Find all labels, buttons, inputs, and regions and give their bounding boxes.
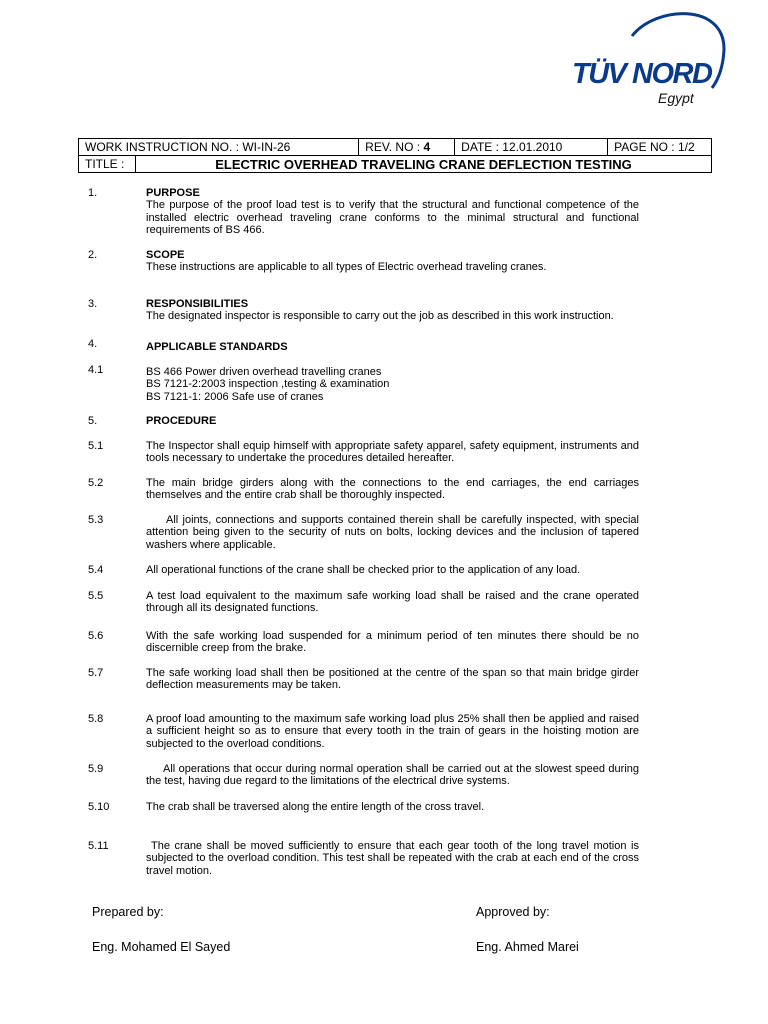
- section-text: All joints, connections and supports contained therein shall be carefully inspected, with special attention being given to the security of nuts on bolts, locking devices and the inclusion of tapered washers where applicable.: [146, 514, 639, 551]
- approved-by-label: Approved by:: [476, 905, 550, 919]
- section-heading: SCOPE: [146, 249, 185, 261]
- section-text: A proof load amounting to the maximum safe working load plus 25% shall then be applied and raised a sufficient height so as to ensure that every tooth in the train of gears in the hoisting motion are subjected to the overload conditions.: [146, 713, 639, 750]
- document-title: ELECTRIC OVERHEAD TRAVELING CRANE DEFLECTION TESTING: [136, 156, 712, 173]
- section-number: 5.1: [88, 440, 104, 452]
- date-label: DATE :: [461, 140, 499, 154]
- tuv-nord-logo: [560, 8, 730, 113]
- section-number: 5.7: [88, 667, 104, 679]
- section-text: These instructions are applicable to all types of Electric overhead traveling cranes.: [146, 261, 547, 274]
- section-number: 5.11: [88, 840, 109, 852]
- section-text: The Inspector shall equip himself with appropriate safety apparel, safety equipment, instruments and tools necessary to undertake the procedures detailed hereafter.: [146, 440, 639, 465]
- section-number: 2.: [88, 249, 98, 261]
- standard-item: BS 7121-2:2003 inspection ,testing & examination: [146, 378, 390, 391]
- page-label: PAGE NO :: [614, 140, 675, 154]
- date-cell: [455, 139, 608, 156]
- standard-item: BS 7121-1: 2006 Safe use of cranes: [146, 390, 324, 403]
- section-number: 5.: [88, 415, 98, 427]
- section-text: All operations that occur during normal operation shall be carried out at the slowest speed during the test, having due regard to the limitations of the electrical drive systems.: [146, 763, 639, 788]
- revision-label: REV. NO :: [365, 140, 421, 154]
- page-cell: [608, 139, 712, 156]
- revision-cell: [359, 139, 455, 156]
- revision-value: 4: [423, 140, 431, 154]
- page-value: 1/2: [677, 140, 695, 154]
- section-number: 5.6: [88, 630, 104, 642]
- section-number: 5.10: [88, 801, 110, 813]
- date-value: 12.01.2010: [502, 140, 563, 154]
- section-text: The crane shall be moved sufficiently to ensure that each gear tooth of the long travel motion is subjected to the overload condition. This test shall be repeated with the crab at each end of the cross travel motion.: [146, 840, 639, 877]
- section-text: The safe working load shall then be positioned at the centre of the span so that main bridge girder deflection measurements may be taken.: [146, 667, 639, 692]
- section-text: With the safe working load suspended for a minimum period of ten minutes there should be no discernible creep from the brake.: [146, 630, 639, 655]
- standard-item: BS 466 Power driven overhead travelling cranes: [146, 366, 382, 378]
- logo-subtitle: Egypt: [658, 90, 694, 106]
- document-header-table: [78, 138, 712, 173]
- work-instruction-cell: [79, 139, 359, 156]
- work-instruction-value: WI-IN-26: [242, 140, 291, 154]
- section-heading: RESPONSIBILITIES: [146, 298, 249, 310]
- section-number: 5.4: [88, 564, 104, 576]
- section-text: All operational functions of the crane shall be checked prior to the application of any load.: [146, 564, 581, 576]
- section-number: 3.: [88, 298, 98, 310]
- section-text: The purpose of the proof load test is to verify that the structural and functional competence of the installed electric overhead traveling crane conforms to the minimal structural and functional requirements of BS 466.: [146, 199, 639, 237]
- work-instruction-label: WORK INSTRUCTION NO. :: [85, 140, 239, 154]
- section-heading: PURPOSE: [146, 187, 200, 199]
- prepared-by-label: Prepared by:: [92, 905, 164, 919]
- section-number: 5.9: [88, 763, 104, 775]
- section-number: 1.: [88, 187, 98, 199]
- section-number: 5.5: [88, 590, 104, 602]
- title-label: TITLE :: [79, 156, 136, 173]
- section-number: 5.2: [88, 477, 104, 489]
- section-number: 5.8: [88, 713, 104, 725]
- section-text: The main bridge girders along with the connections to the end carriages, the end carriages themselves and the entire crab shall be thoroughly inspected.: [146, 477, 639, 502]
- section-text: The crab shall be traversed along the entire length of the cross travel.: [146, 801, 485, 813]
- logo-brand: TÜV NORD: [572, 58, 712, 90]
- prepared-by-name: Eng. Mohamed El Sayed: [92, 940, 231, 954]
- section-number: 4.: [88, 338, 98, 350]
- section-heading: PROCEDURE: [146, 415, 217, 427]
- approved-by-name: Eng. Ahmed Marei: [476, 940, 579, 954]
- section-number: 5.3: [88, 514, 104, 526]
- section-heading: APPLICABLE STANDARDS: [146, 341, 288, 353]
- section-text: The designated inspector is responsible to carry out the job as described in this work instruction.: [146, 310, 614, 323]
- section-text: A test load equivalent to the maximum safe working load shall be raised and the crane operated through all its designated functions.: [146, 590, 639, 615]
- section-number: 4.1: [88, 364, 104, 376]
